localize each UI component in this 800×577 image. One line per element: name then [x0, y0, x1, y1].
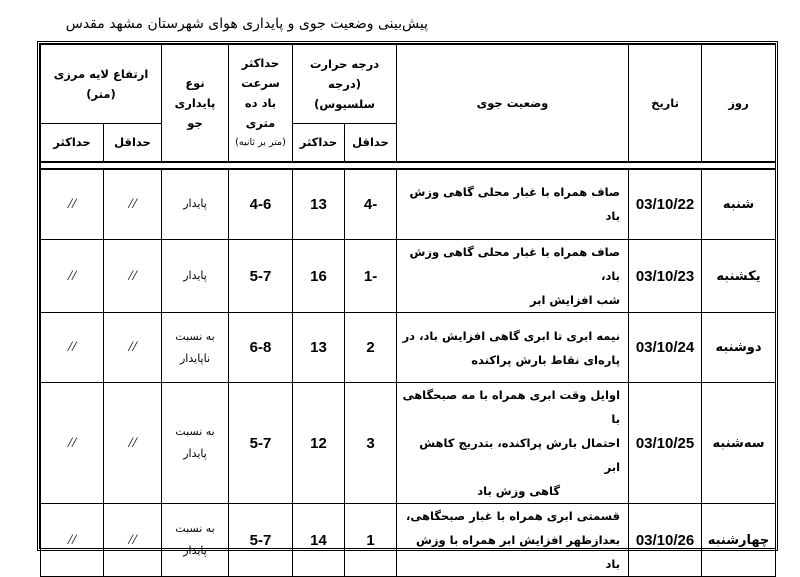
- table-row: [41, 240, 776, 313]
- stability-line: ناپایدار: [180, 351, 211, 365]
- date-cell: 03/10/25: [629, 383, 702, 504]
- stability-line: پایدار: [183, 269, 207, 282]
- stability-cell: [162, 383, 229, 504]
- stability-cell: [162, 504, 229, 577]
- boundary-max-cell: //: [41, 169, 104, 240]
- condition-line: نیمه ابری تا ابری گاهی افزایش باد، در: [402, 328, 621, 343]
- stability-cell: [162, 313, 229, 383]
- condition-cell: [397, 504, 629, 577]
- header-temp-min: حداقل: [345, 124, 397, 162]
- wind-cell: 5-7: [229, 383, 293, 504]
- date-cell: 03/10/26: [629, 504, 702, 577]
- header-wind-unit: (متر بر ثانیه): [235, 136, 286, 148]
- document-title: پیش‌بینی وضعیت جوی و پایداری هوای شهرستان مشهد مقدس: [65, 16, 428, 32]
- condition-line: پاره‌ای نقاط بارش پراکنده: [471, 352, 621, 367]
- condition-cell: [397, 240, 629, 313]
- wind-cell: 4-6: [229, 169, 293, 240]
- temp-min-cell: 3: [345, 383, 397, 504]
- temp-min-cell: 2: [345, 313, 397, 383]
- day-cell: چهارشنبه: [702, 504, 776, 577]
- stability-line: پایدار: [183, 544, 207, 557]
- header-stability-line1: نوع: [185, 75, 205, 90]
- header-wind: [229, 45, 293, 162]
- header-temperature: [293, 45, 397, 124]
- stability-cell: [162, 169, 229, 240]
- header-separator: [41, 162, 776, 169]
- condition-line: شب افزایش ابر: [529, 293, 621, 307]
- header-row-top: [41, 45, 776, 124]
- boundary-min-cell: //: [104, 383, 162, 504]
- header-temperature-unit: (درجه سلسیوس): [314, 77, 375, 111]
- table-row: [41, 383, 776, 504]
- condition-line: صاف همراه با غبار محلی گاهی وزش باد: [409, 185, 621, 224]
- header-stability-line2: پایداری جو: [174, 95, 216, 130]
- day-cell: شنبه: [702, 169, 776, 240]
- header-boundary-max: حداکثر: [41, 124, 104, 162]
- forecast-table-frame: [37, 41, 778, 571]
- table-row: [41, 313, 776, 383]
- boundary-min-cell: //: [104, 169, 162, 240]
- date-cell: 03/10/22: [629, 169, 702, 240]
- header-date: تاریخ: [629, 45, 702, 162]
- condition-cell: [397, 169, 629, 240]
- header-boundary-title: ارتفاع لایه مرزی: [53, 67, 149, 81]
- temp-min-cell: -1: [345, 240, 397, 313]
- condition-cell: [397, 313, 629, 383]
- header-condition: وضعیت جوی: [397, 45, 629, 162]
- temp-max-cell: 14: [293, 504, 345, 577]
- temp-min-cell: -4: [345, 169, 397, 240]
- table-row: [41, 504, 776, 577]
- condition-line: گاهی وزش باد: [477, 484, 561, 498]
- stability-line: پایدار: [183, 197, 207, 211]
- header-temperature-title: درجه حرارت: [309, 57, 380, 71]
- date-cell: 03/10/23: [629, 240, 702, 313]
- forecast-table: [40, 44, 776, 577]
- day-cell: دوشنبه: [702, 313, 776, 383]
- header-boundary-unit: (متر): [86, 87, 116, 101]
- wind-cell: 6-8: [229, 313, 293, 383]
- header-temp-max: حداکثر: [293, 124, 345, 162]
- header-boundary-min: حداقل: [104, 124, 162, 162]
- temp-max-cell: 13: [293, 169, 345, 240]
- header-wind-line3: متری: [245, 115, 276, 130]
- boundary-max-cell: //: [41, 313, 104, 383]
- boundary-min-cell: //: [104, 313, 162, 383]
- header-day: روز: [702, 45, 776, 162]
- boundary-max-cell: //: [41, 240, 104, 313]
- boundary-max-cell: //: [41, 504, 104, 577]
- wind-cell: 5-7: [229, 504, 293, 577]
- stability-cell: [162, 240, 229, 313]
- day-cell: سه‌شنبه: [702, 383, 776, 504]
- wind-cell: 5-7: [229, 240, 293, 313]
- temp-max-cell: 16: [293, 240, 345, 313]
- stability-line: به نسبت: [175, 329, 215, 343]
- boundary-min-cell: //: [104, 240, 162, 313]
- temp-max-cell: 13: [293, 313, 345, 383]
- header-boundary-layer: [41, 45, 162, 124]
- condition-line: قسمتی ابری همراه با غبار صبحگاهی،: [406, 509, 621, 523]
- condition-cell: [397, 383, 629, 504]
- table-row: [41, 169, 776, 240]
- condition-line: اوایل وقت ابری همراه با مه صبحگاهی با: [402, 388, 621, 426]
- condition-line: بعدازظهر افزایش ابر همراه با وزش باد: [416, 533, 621, 571]
- boundary-min-cell: //: [104, 504, 162, 577]
- day-cell: یکشنبه: [702, 240, 776, 313]
- header-wind-line1: حداکثر: [241, 55, 280, 70]
- stability-line: پایدار: [183, 447, 207, 460]
- temp-min-cell: 1: [345, 504, 397, 577]
- condition-line: احتمال بارش پراکنده، بتدریج کاهش ابر: [419, 436, 621, 474]
- boundary-max-cell: //: [41, 383, 104, 504]
- date-cell: 03/10/24: [629, 313, 702, 383]
- temp-max-cell: 12: [293, 383, 345, 504]
- stability-line: به نسبت: [175, 425, 215, 438]
- stability-line: به نسبت: [175, 522, 215, 535]
- header-wind-line2: سرعت باد ده: [241, 75, 280, 110]
- condition-line: صاف همراه با غبار محلی گاهی وزش باد،: [409, 245, 621, 283]
- header-stability: [162, 45, 229, 162]
